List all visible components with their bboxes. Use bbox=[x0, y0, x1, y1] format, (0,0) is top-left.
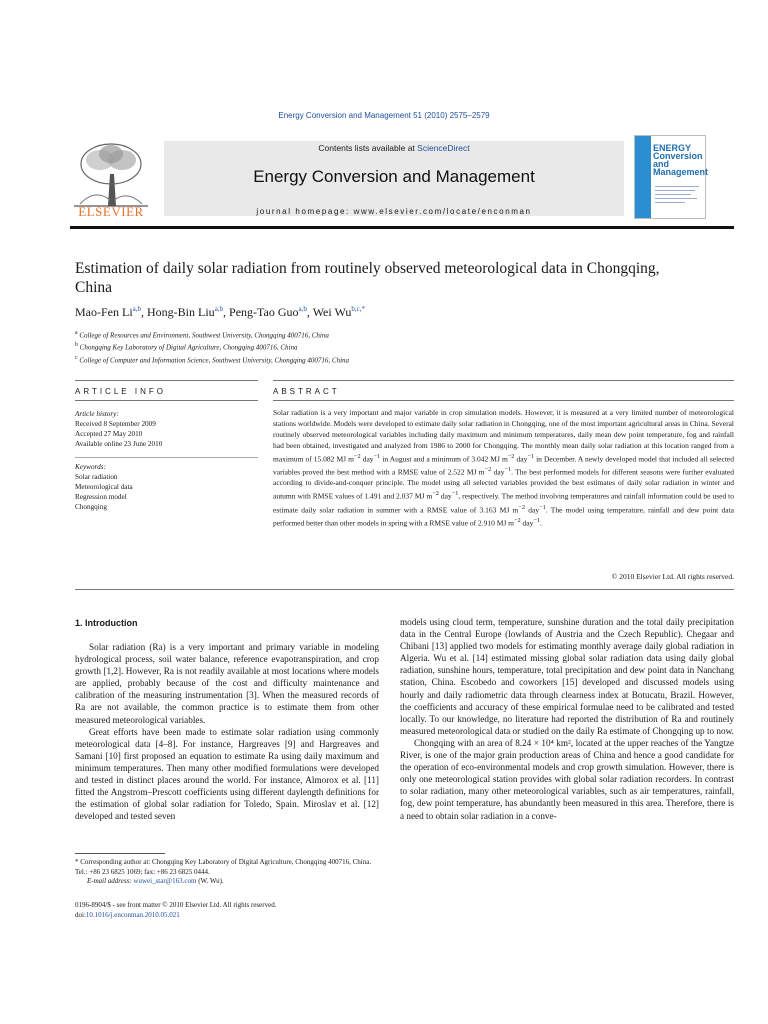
paragraph: Chongqing with an area of 8.24 × 10⁴ km², located at the upper reaches of the Yangtze River, is one of the major grain production areas of China and hence a good candidate for the operation of eco-environmental models and crop growth simulation. However, there is only one meteorological station provides with global solar radiation recorders. In contrast to solar radiation, many other meteorological variables, such as air temperatures, rainfall, fog, dew point temperature, has abundantly been measured in this area. Therefore, there is a need to obtain solar radiation in a conve- bbox=[400, 737, 734, 821]
author-name[interactable]: Mao-Fen Li bbox=[75, 305, 133, 319]
journal-homepage[interactable]: journal homepage: www.elsevier.com/locate/enconman bbox=[256, 207, 532, 216]
keyword: Meteorological data bbox=[75, 483, 133, 491]
affiliation: $^b$ Chongqing Key Laboratory of Digital Agriculture, Chongqing 400716, China bbox=[75, 342, 298, 352]
keyword: Chongqing bbox=[75, 503, 107, 511]
journal-title: Energy Conversion and Management bbox=[253, 167, 535, 186]
cover-title: ENERGY Conversion and Management bbox=[653, 143, 709, 177]
author-name[interactable]: Hong-Bin Liu bbox=[147, 305, 215, 319]
abstract-rule bbox=[273, 400, 734, 401]
paragraph: Great efforts have been made to estimate solar radiation using commonly meteorological data [4–8]. For instance, Hargreaves [9] and Hargreaves and Samani [10] first proposed an equation to estimate Ra using daily maximum and minimum temperatures. Then many other modified formulations were developed and tested in distinct places around the world. For instance, Almorox et al. [11] fitted the Angstrom–Prescott coefficients using different daylength definitions for the estimation of global solar radiation for Toledo, Spain. Miroslav et al. [12] developed and tested seven bbox=[75, 726, 379, 822]
affiliation: $^a$ College of Resources and Environment, Southwest University, Chongqing 400716, China bbox=[75, 330, 329, 340]
author-affil-sup[interactable]: a,b bbox=[214, 305, 224, 313]
doi-link[interactable]: 10.1016/j.enconman.2010.05.021 bbox=[85, 910, 180, 919]
journal-reference[interactable]: Energy Conversion and Management 51 (2010) 2575–2579 bbox=[278, 111, 490, 120]
corresponding-star-icon[interactable]: * bbox=[361, 305, 365, 313]
issn-line: 0196-8904/$ - see front matter © 2010 Elsevier Ltd. All rights reserved. bbox=[75, 901, 277, 909]
history-item: Accepted 27 May 2010 bbox=[75, 430, 143, 438]
affiliation: $^c$ College of Computer and Information Science, Southwest University, Chongqing 400716, China bbox=[75, 354, 350, 364]
paragraph: models using cloud term, temperature, sunshine duration and the total daily precipitation data in the Central Europe (lowlands of Austria and the Czech Republic). Chegaar and Chibani [13] applied two models for estimating monthly average daily global radiation in Algeria. Wu et al. [14] estimated missing global solar radiation data using daily global radiation, sunshine hours, temperature, total precipitation and dew point data in Nanchang station, China. Escobedo and coworkers [15] developed and discussed models using hourly and daily radiometric data through clearness index at Botucatu, Brazil. However, the coefficients and accuracy of these empirical formulae need to be calibrated and tested locally. To our knowledge, no literature had reported the distribution of Ra and routinely measured meteorological data or studied on the daily Ra estimate of Chongqing up to now. bbox=[400, 617, 734, 736]
tree-logo-icon bbox=[70, 140, 152, 208]
history-item: Available online 23 June 2010 bbox=[75, 440, 163, 448]
footnote-rule bbox=[75, 853, 165, 854]
intro-left-column bbox=[75, 641, 379, 822]
abstract-rule-bottom bbox=[75, 589, 734, 590]
author-name[interactable]: Peng-Tao Guo bbox=[229, 305, 299, 319]
section-heading: 1. Introduction bbox=[75, 618, 138, 628]
journal-cover-thumbnail bbox=[634, 135, 709, 219]
article-title: Estimation of daily solar radiation from routinely observed meteorological data in Chongqing, China bbox=[75, 260, 660, 296]
info-divider bbox=[75, 457, 258, 458]
contents-prefix: Contents lists available at bbox=[318, 143, 418, 153]
author-affil-sup[interactable]: b,c, bbox=[351, 305, 362, 313]
abstract-text: Solar radiation is a very important and major variable in crop simulation models. However, it is measured at a very limited number of meteorological stations worldwide. Models were developed to estimate daily solar radiation in Chongqing, one of the most important agricultural areas in China. Several routinely observed meteorological variables including daily maximum and minimum temperatures, daily mean dew point temperature, fog and rainfall had been obtained, investigated and analyzed from 1986 to 2000 for Chongqing. The monthly mean daily solar radiation at this location ranged from a maximum of 15.082 MJ $m^{-2}$ day$^{-1}$ in August and a minimum of 3.042 MJ $m^{-2}$ day$^{-1}$ in December. A newly developed model that included all selected variables proved the best method with a RMSE value of 2.522 MJ $m^{-2}$ day$^{-1}$. The best performed models for different seasons were further evaluated according to divide-and-conquer principle. The model using all selected variables provided the best estimates of daily solar radiation in winter and autumn with RMSE values of 1.491 and 2.037 MJ $m^{-2}$ day$^{-1}$, respectively. The method involving temperatures and rainfall information could be used to estimate daily solar radiation in summer with a RMSE value of 3.163 MJ $m^{-2}$ day$^{-1}$. The model using temperature, rainfall and dew point data performed better than other models in spring with a RMSE value of 2.910 MJ $m^{-2}$ day$^{-1}$. bbox=[273, 408, 735, 528]
footnote: * Corresponding author at: Chongqing Key Laboratory of Digital Agriculture, Chongqing 400716, China. Tel.: +86 23 6825 1069; fax: +86 23 6825 0444. E-mail address: wuwei_star@163.com (W. Wu). bbox=[75, 858, 372, 885]
intro-right-column bbox=[400, 616, 734, 822]
keyword: Solar radiation bbox=[75, 473, 118, 481]
article-info-heading: ARTICLE INFO bbox=[75, 387, 166, 396]
author-email-link[interactable]: wuwei_star@163.com bbox=[133, 877, 197, 885]
contents-line bbox=[164, 143, 624, 153]
copyright: © 2010 Elsevier Ltd. All rights reserved. bbox=[611, 572, 734, 581]
info-rule-top bbox=[75, 380, 258, 381]
sciencedirect-link[interactable]: ScienceDirect bbox=[417, 143, 470, 153]
history-item: Received 8 September 2009 bbox=[75, 420, 156, 428]
keyword: Regression model bbox=[75, 493, 127, 501]
publisher-wordmark: ELSEVIER bbox=[78, 204, 144, 219]
header-rule bbox=[70, 226, 734, 229]
abstract-heading: ABSTRACT bbox=[273, 387, 340, 396]
author-affil-sup[interactable]: a,b bbox=[298, 305, 307, 313]
keywords: Keywords: Solar radiation Meteorological data Regression model Chongqing bbox=[75, 462, 258, 512]
bottom-metadata: 0196-8904/$ - see front matter © 2010 Elsevier Ltd. All rights reserved. doi:10.1016/j.enconman.2010.05.021 bbox=[75, 901, 379, 920]
author-affil-sup[interactable]: a,b bbox=[132, 305, 142, 313]
info-rule bbox=[75, 400, 258, 401]
article-history: Article history: Received 8 September 2009 Accepted 27 May 2010 Available online 23 June 2010 bbox=[75, 409, 258, 449]
author-list: Mao-Fen Li$^{a,b}$, Hong-Bin Liu$^{a,b}$, Peng-Tao Guo$^{a,b}$, Wei $Wu^{b,c,*}$ bbox=[75, 305, 365, 319]
affiliations bbox=[75, 328, 349, 365]
abstract-rule-top bbox=[273, 380, 734, 381]
paragraph: Solar radiation (Ra) is a very important and primary variable in modeling hydrological process, soil water balance, reference evapotranspiration, and crop growth [1,2]. However, Ra is not readily available at most locations where models are applied, probably because of the cost and difficulty maintenance and calibration of the measuring instrumentation [3]. When the measured records of Ra are not available, the common practice is to estimate them from other measured meteorological variables. bbox=[75, 642, 379, 725]
author-name[interactable]: Wei Wu bbox=[312, 305, 352, 319]
